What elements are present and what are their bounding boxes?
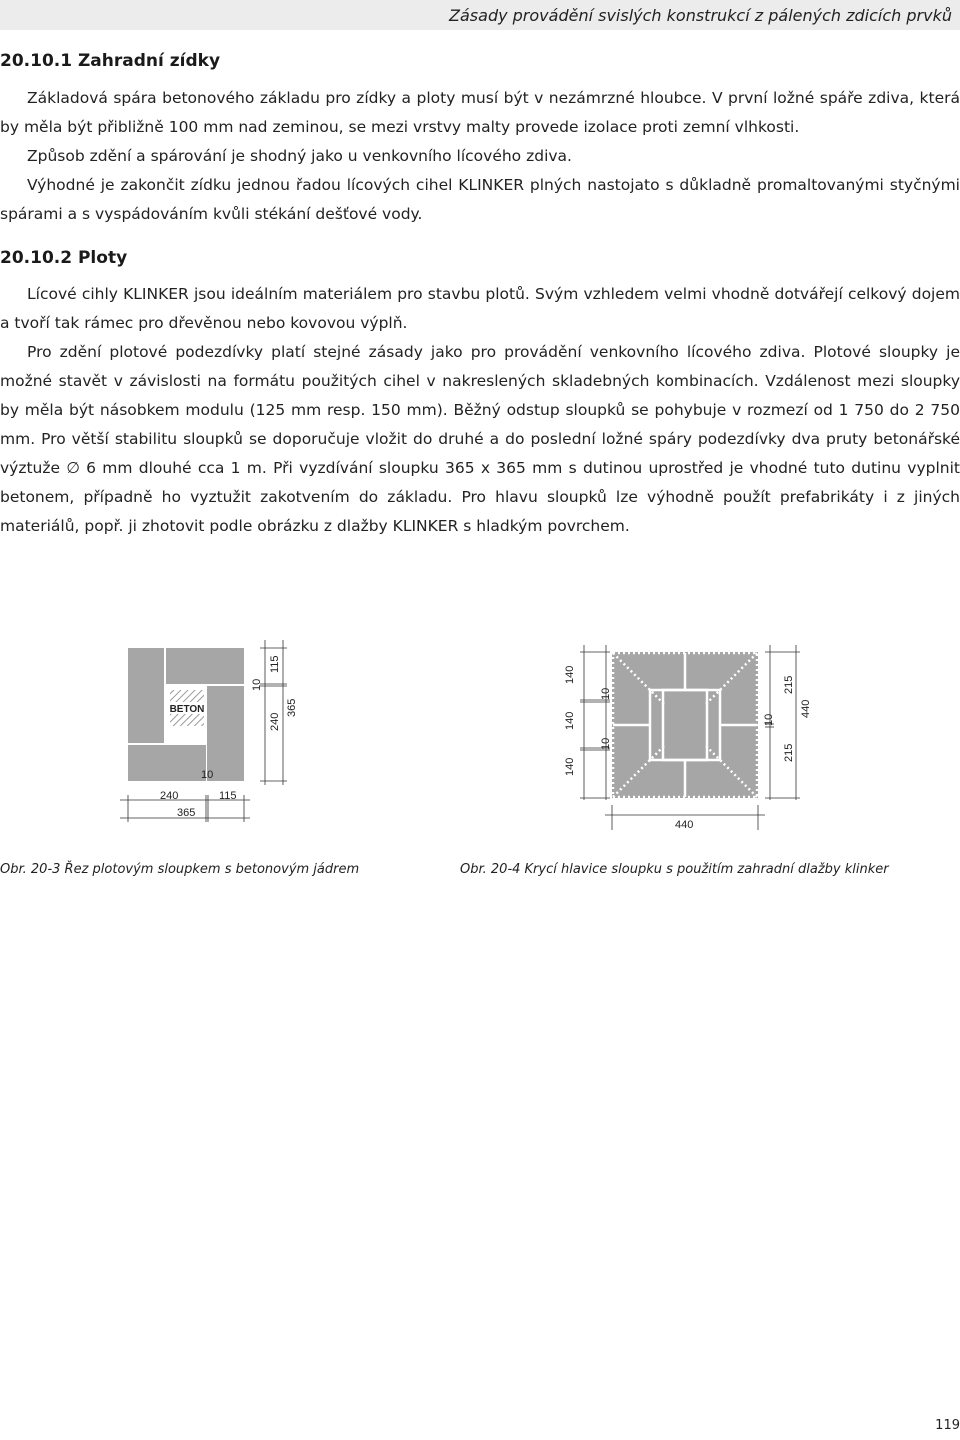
dim-240-right: 240 (269, 712, 281, 731)
dim-10-upper: 10 (600, 687, 612, 700)
dim-10-top: 10 (251, 678, 263, 691)
section-heading-zahradni-zidky: 20.10.1 Zahradní zídky (0, 51, 221, 71)
dim-115-top: 115 (269, 655, 281, 673)
dim-10-bottom: 10 (201, 769, 214, 781)
left-dimension-lines (580, 645, 610, 800)
section-heading-ploty: 20.10.2 Ploty (0, 248, 128, 268)
dim-140-top: 140 (564, 665, 576, 684)
figure-caption-20-3: Obr. 20-3 Řez plotovým sloupkem s betonovým jádrem (0, 862, 360, 877)
page-header-title: Zásady provádění svislých konstrukcí z pálených zdicích prvků (449, 6, 952, 25)
brick-bottom-horizontal (128, 745, 206, 781)
concrete-core-label: BETON (169, 704, 205, 715)
dim-365-right: 365 (286, 698, 298, 717)
brick-left-vertical (128, 648, 164, 743)
figure-post-section (115, 635, 325, 835)
dim-10-lower: 10 (600, 737, 612, 750)
paragraph-klinker-fences (0, 280, 960, 338)
dim-440-bottom: 440 (675, 819, 694, 831)
paragraph-fence-posts-text: Pro zdění plotové podezdívky platí stejné zásady jako pro provádění venkovního lícového zdiva. Plotové sloupky je možné stavět v závislosti na formátu použitých cihel v nakreslených skladebných kombinacích. Vzdálenost mezi sloupky by měla být násobkem modulu (125 mm resp. 150 mm). Běžný odstup sloupků se pohybuje v rozmezí od 1 750 do 2 750 mm. Pro větší stabilitu sloupků se doporučuje vložit do druhé a do poslední ložné spáry podezdívky dva pruty betonářské výztuže ∅ 6 mm dlouhé cca 1 m. Při vyzdívání sloupku 365 x 365 mm s dutinou uprostřed je vhodné tuto dutinu vyplnit betonem, případně ho vyztužit zakotvením do základu. Pro hlavu sloupků lze výhodně použít prefabrikáty i z jiných materiálů, popř. ji zhotovit podle obrázku z dlažby KLINKER s hladkým povrchem. (0, 343, 960, 535)
page-header-bar (0, 0, 960, 30)
dim-215-bottom: 215 (783, 743, 795, 762)
paragraph-fence-posts (0, 338, 960, 541)
paragraph-pointing (0, 142, 960, 171)
dim-115-bottom: 115 (219, 790, 237, 802)
paragraph-coping (0, 171, 960, 229)
paragraph-foundation-text: Základová spára betonového základu pro zídky a ploty musí být v nezámrzné hloubce. V první ložné spáře zdiva, která by měla být přibližně 100 mm nad zeminou, se mezi vrstvy malty provede izolace proti zemní vlhkosti. (0, 89, 960, 136)
cap-center-tile (665, 692, 705, 758)
dim-215-top: 215 (783, 675, 795, 694)
paragraph-klinker-fences-text: Lícové cihly KLINKER jsou ideálním materiálem pro stavbu plotů. Svým vzhledem velmi vhodně dotvářejí celkový dojem a tvoří tak rámec pro dřevěnou nebo kovovou výplň. (0, 285, 960, 332)
brick-right-vertical (207, 686, 244, 781)
brick-top-horizontal (166, 648, 244, 684)
paragraph-coping-text: Výhodné je zakončit zídku jednou řadou lícových cihel KLINKER plných nastojato s důkladně promaltovanými styčnými spárami a s vyspádováním kvůli stékání dešťové vody. (0, 176, 960, 223)
figure-caption-20-4: Obr. 20-4 Krycí hlavice sloupku s použitím zahradní dlažby klinker (460, 862, 889, 877)
page-number: 119 (935, 1418, 960, 1433)
dim-140-bottom: 140 (564, 757, 576, 776)
dim-140-mid: 140 (564, 711, 576, 730)
dim-365-bottom: 365 (177, 807, 196, 819)
dim-440-right: 440 (800, 699, 812, 718)
paragraph-pointing-text: Způsob zdění a spárování je shodný jako u venkovního lícového zdiva. (27, 147, 572, 165)
dim-10-right: 10 (763, 713, 775, 726)
dim-240-bottom: 240 (160, 790, 179, 802)
figure-post-cap (560, 640, 820, 840)
paragraph-foundation (0, 84, 960, 142)
